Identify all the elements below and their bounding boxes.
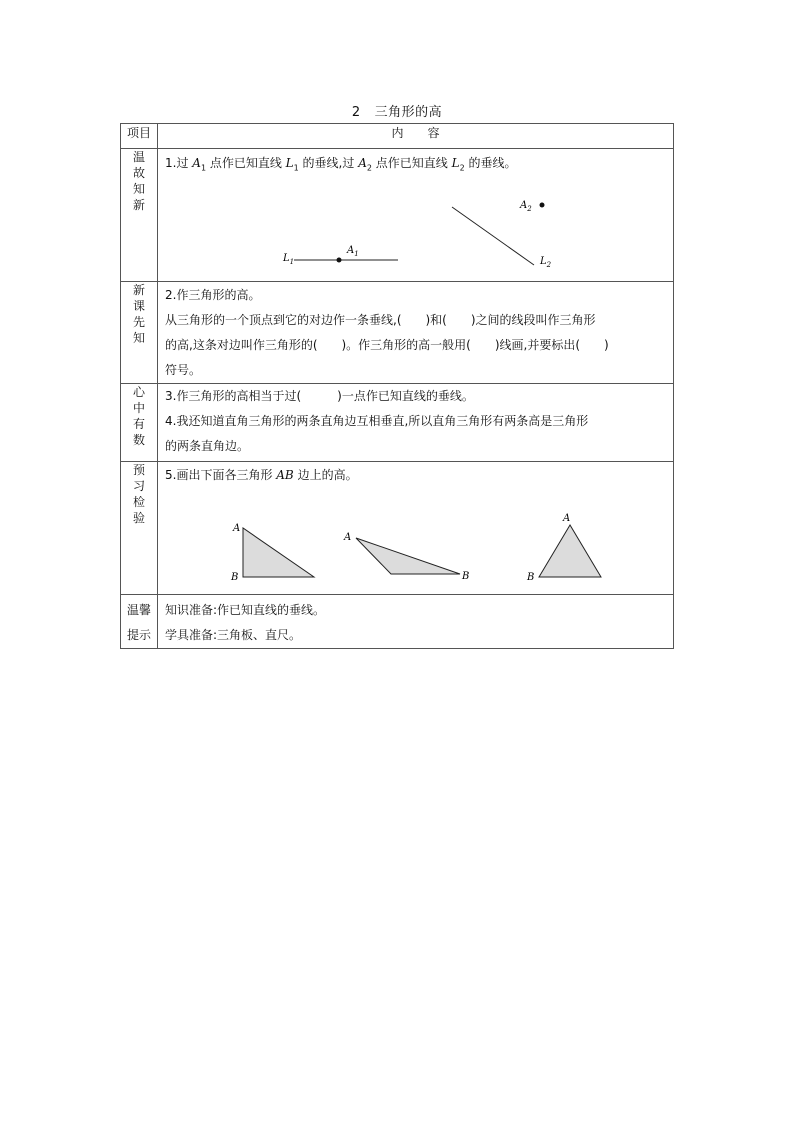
triangle-3 bbox=[539, 525, 601, 577]
table-header-row bbox=[121, 124, 674, 149]
triangle-1 bbox=[243, 528, 314, 577]
row-label-cell bbox=[121, 595, 158, 649]
worksheet-table bbox=[120, 123, 674, 649]
row-label-cell bbox=[121, 384, 158, 462]
row-content-cell bbox=[158, 384, 674, 462]
triangle-2 bbox=[356, 538, 460, 574]
table-row bbox=[121, 282, 674, 384]
table-row bbox=[121, 595, 674, 649]
tips: 知识准备:作已知直线的垂线。 学具准备:三角板、直尺。 bbox=[165, 603, 326, 642]
row-content-cell bbox=[158, 149, 674, 282]
row-label-line-1: 温馨 bbox=[126, 603, 151, 617]
row-label: 预习检验 bbox=[132, 463, 145, 525]
row-label-cell bbox=[121, 462, 158, 595]
questions-3-4: 3.作三角形的高相当于过( )一点作已知直线的垂线。 4.我还知道直角三角形的两条直角边互相垂直,所以直角三角形有两条高是三角形 的两条直角边。 bbox=[165, 389, 589, 453]
table-row bbox=[121, 149, 674, 282]
row-label: 心中有数 bbox=[132, 385, 145, 447]
triangles-figure bbox=[158, 488, 674, 588]
triangle-2-label-a: A bbox=[344, 532, 352, 543]
header-content-cell: 内 容 bbox=[158, 124, 674, 149]
header-item-cell: 项目 bbox=[121, 124, 158, 149]
row-label: 新课先知 bbox=[132, 283, 145, 345]
label-a2: $A_2$ bbox=[520, 200, 532, 214]
label-a1: $A_1$ bbox=[347, 245, 359, 259]
row-content-cell bbox=[158, 282, 674, 384]
label-l1: $L_1$ bbox=[283, 253, 295, 267]
triangle-2-label-b: B bbox=[462, 571, 470, 582]
lines-figure bbox=[158, 180, 674, 276]
page-title bbox=[0, 101, 794, 120]
row-content-cell bbox=[158, 595, 674, 649]
row-content-cell bbox=[158, 462, 674, 595]
triangle-1-label-a: A bbox=[233, 523, 241, 534]
table-row bbox=[121, 384, 674, 462]
question-2: 2.作三角形的高。 从三角形的一个顶点到它的对边作一条垂线,( )和( )之间的线段叫作三角形 的高,这条对边叫作三角形的( )。作三角形的高一般用( )线画,并要标出( ) 符号。 bbox=[165, 288, 609, 377]
section-number: 2 bbox=[351, 105, 361, 120]
row-label: 温故知新 bbox=[132, 150, 145, 212]
point-a1 bbox=[337, 258, 342, 263]
section-title: 三角形的高 bbox=[374, 105, 443, 120]
row-label-line-2: 提示 bbox=[126, 628, 151, 642]
question-1: 1.过 $A_1$ 点作已知直线 $L_1$ 的垂线,过 $A_2$ 点作已知直线 $L_2$ 的垂线。 bbox=[165, 156, 517, 173]
question-5: 5.画出下面各三角形 AB 边上的高。 bbox=[165, 468, 358, 482]
triangle-3-label-b: B bbox=[527, 572, 535, 583]
label-l2: $L_2$ bbox=[540, 256, 552, 270]
line-l2 bbox=[452, 207, 534, 265]
triangle-3-label-a: A bbox=[563, 513, 571, 524]
row-label-cell bbox=[121, 282, 158, 384]
point-a2 bbox=[540, 203, 545, 208]
triangle-1-label-b: B bbox=[231, 572, 239, 583]
row-label-cell bbox=[121, 149, 158, 282]
table-row bbox=[121, 462, 674, 595]
